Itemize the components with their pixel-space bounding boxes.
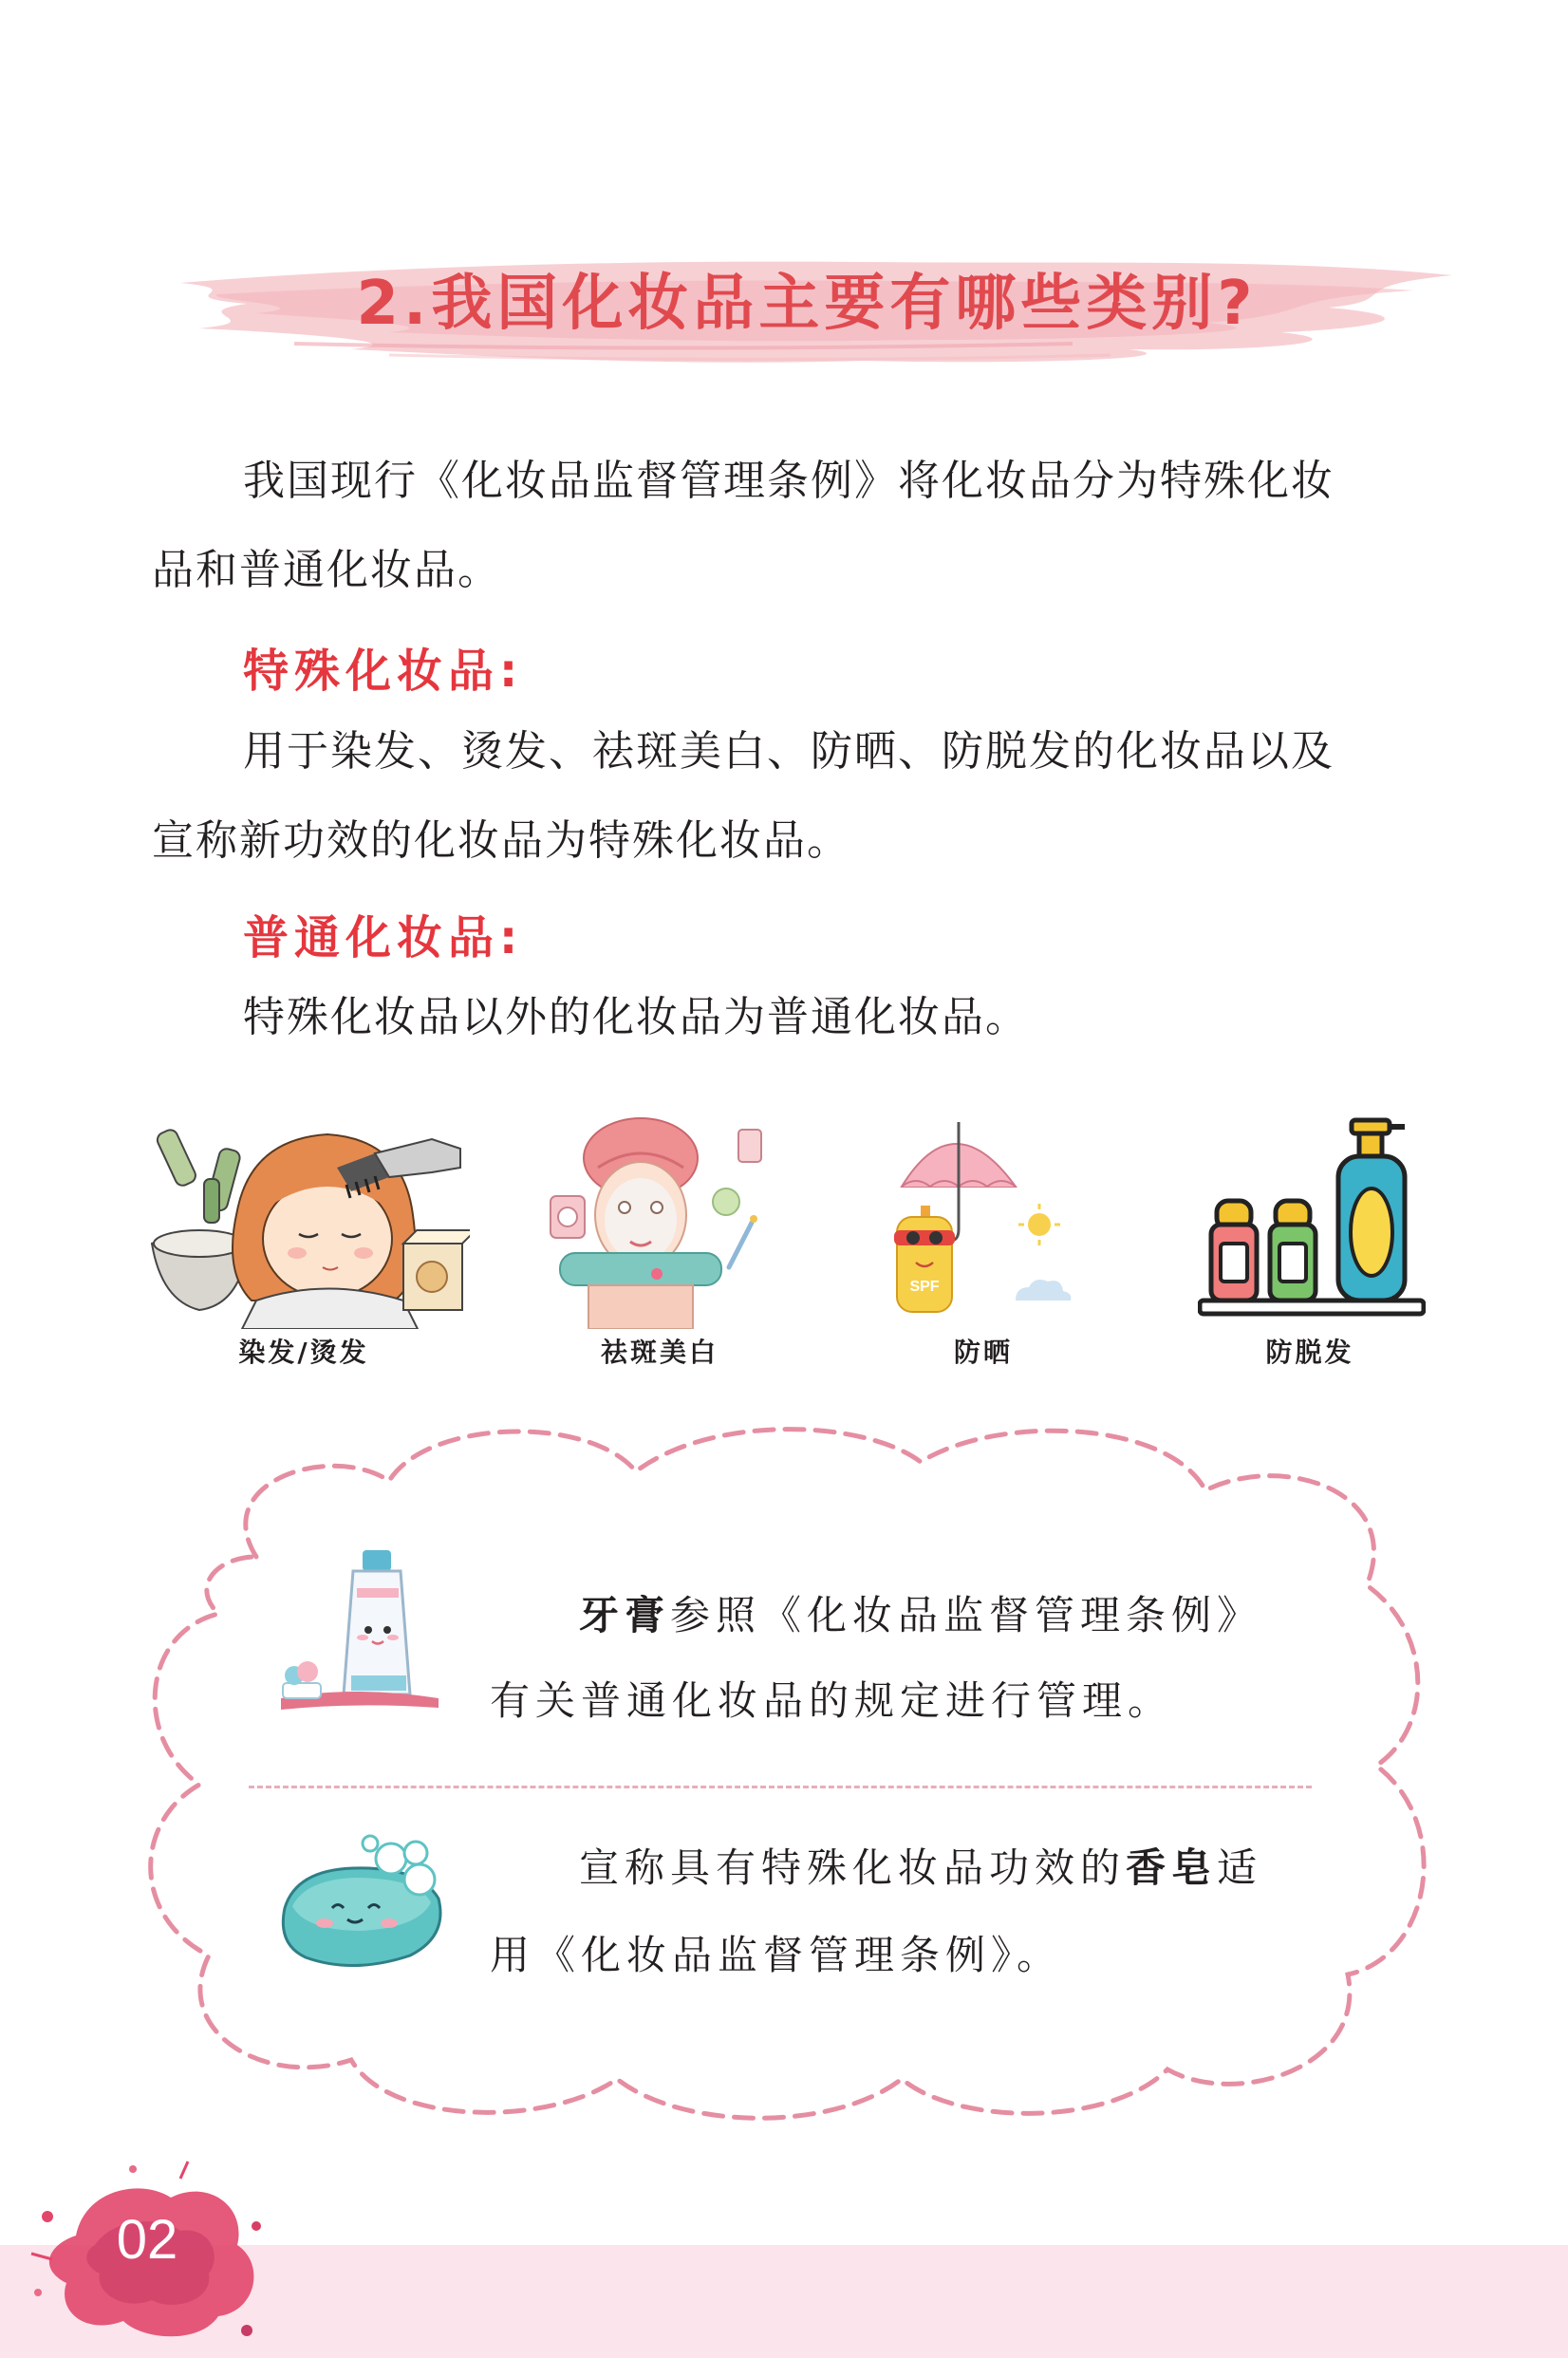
special-heading: 特殊化妆品: xyxy=(243,645,524,698)
page-number: 02 xyxy=(116,2209,178,2271)
toothpaste-rest: 参照《化妆品监督管理条例》 xyxy=(670,1592,1263,1638)
facial-mask-illustration xyxy=(532,1111,778,1329)
hair-loss-bottles-illustration xyxy=(1198,1111,1426,1329)
soap-pre: 宣称具有特殊化妆品功效的 xyxy=(579,1844,1127,1891)
soap-icon xyxy=(277,1832,448,1974)
caption-anti-hair-loss: 防脱发 xyxy=(1265,1337,1354,1368)
toothpaste-bold: 牙膏 xyxy=(579,1592,671,1638)
ordinary-line-1: 特殊化妆品以外的化妆品为普通化妆品。 xyxy=(243,993,1029,1041)
soap-bold: 香皂 xyxy=(1126,1844,1218,1891)
sunscreen-illustration xyxy=(873,1111,1082,1329)
caption-hair-dye: 染发/烫发 xyxy=(238,1337,369,1368)
hair-dye-illustration xyxy=(147,1111,470,1329)
soap-post: 适 xyxy=(1217,1844,1263,1891)
intro-paragraph xyxy=(152,437,1433,615)
ordinary-paragraph xyxy=(152,973,1433,1062)
cloud-callout-border xyxy=(142,1424,1452,2126)
title-banner xyxy=(142,237,1471,380)
svg-text:SPF: SPF xyxy=(909,1279,940,1295)
soap-line-1 xyxy=(579,1840,1262,1897)
page-title: 2.我国化妆品主要有哪些类别? xyxy=(356,269,1258,339)
intro-line-1: 我国现行《化妆品监督管理条例》将化妆品分为特殊化妆 xyxy=(243,457,1335,505)
caption-sunscreen: 防晒 xyxy=(953,1337,1013,1368)
callout-divider xyxy=(249,1786,1312,1788)
intro-line-2: 品和普通化妆品。 xyxy=(152,546,501,594)
ordinary-heading: 普通化妆品: xyxy=(243,911,524,964)
special-line-2: 宣称新功效的化妆品为特殊化妆品。 xyxy=(152,816,850,865)
caption-whitening: 祛斑美白 xyxy=(600,1337,719,1368)
toothpaste-icon xyxy=(277,1543,448,1713)
soap-line-2: 用《化妆品监督管理条例》。 xyxy=(490,1932,1063,1978)
toothpaste-line-1 xyxy=(579,1587,1262,1644)
special-line-1: 用于染发、烫发、祛斑美白、防晒、防脱发的化妆品以及 xyxy=(243,727,1335,776)
special-paragraph xyxy=(152,707,1433,886)
toothpaste-line-2: 有关普通化妆品的规定进行管理。 xyxy=(490,1677,1174,1724)
